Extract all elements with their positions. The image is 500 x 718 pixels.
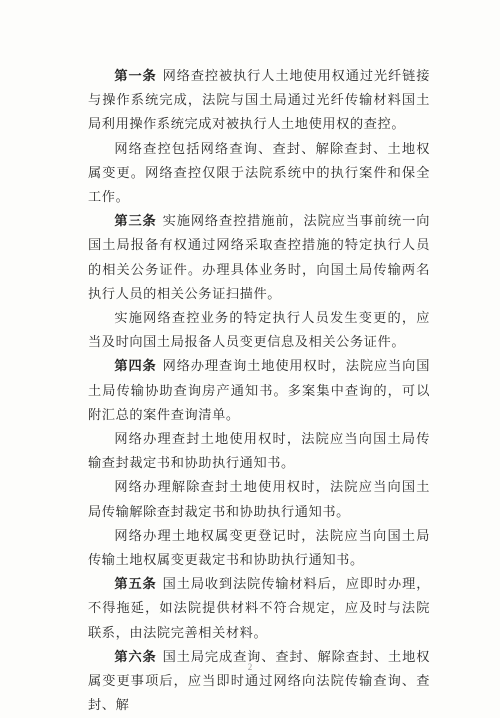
- paragraph-text: 网络办理查封土地使用权时，法院应当向国土局传输查封裁定书和协助执行通知书。: [88, 432, 430, 472]
- paragraph-article-3: [88, 210, 430, 307]
- article-heading-1: 第一条: [114, 69, 157, 84]
- paragraph-text: 网络查控被执行人土地使用权通过光纤链接与操作系统完成，法院与国土局通过光纤传输材料国土局利用操作系统完成对被执行人土地使用权的查控。: [88, 69, 430, 133]
- article-heading-3: 第三条: [114, 214, 157, 230]
- paragraph-article-1: [88, 65, 430, 138]
- paragraph-article-4: [88, 355, 430, 428]
- paragraph-text: 网络办理查询土地使用权时，法院应当向国土局传输协助查询房产通知书。多案集中查询的，可以附汇总的案件查询清单。: [88, 359, 430, 423]
- paragraph-text: 网络办理解除查封土地使用权时，法院应当向国土局传输解除查封裁定书和协助执行通知书。: [88, 480, 430, 520]
- paragraph-text: 实施网络查控业务的特定执行人员发生变更的，应当及时向国土局报备人员变更信息及相关公务证件。: [88, 311, 430, 351]
- article-heading-5: 第五条: [114, 577, 157, 593]
- paragraph-personnel-change: [88, 307, 430, 355]
- paragraph-article-5: [88, 573, 430, 646]
- paragraph-release: [88, 476, 430, 524]
- paragraph-text: 国土局收到法院传输材料后，应即时办理，不得拖延，如法院提供材料不符合规定，应及时与法院联系，由法院完善相关材料。: [88, 577, 430, 641]
- paragraph-text: 国土局完成查询、查封、解除查封、土地权属变更事项后，应当即时通过网络向法院传输查询、查封、解: [88, 649, 430, 714]
- page-number: 2: [247, 662, 253, 672]
- article-heading-6: 第六条: [114, 649, 157, 665]
- document-body: [88, 65, 430, 718]
- paragraph-scope: [88, 138, 430, 211]
- paragraph-text: 网络查控包括网络查询、查封、解除查封、土地权属变更。网络查控仅限于法院系统中的执行案件和保全工作。: [88, 141, 430, 206]
- paragraph-seizure: [88, 428, 430, 476]
- article-heading-4: 第四条: [114, 359, 157, 375]
- paragraph-ownership-change: [88, 525, 430, 573]
- paragraph-text: 实施网络查控措施前，法院应当事前统一向国土局报备有权通过网络采取查控措施的特定执行人员的相关公务证件。办理具体业务时，向国土局传输两名执行人员的相关公务证扫描件。: [88, 214, 430, 302]
- paragraph-article-6: [88, 646, 430, 718]
- paragraph-text: 网络办理土地权属变更登记时，法院应当向国土局传输土地权属变更裁定书和协助执行通知书。: [88, 528, 430, 569]
